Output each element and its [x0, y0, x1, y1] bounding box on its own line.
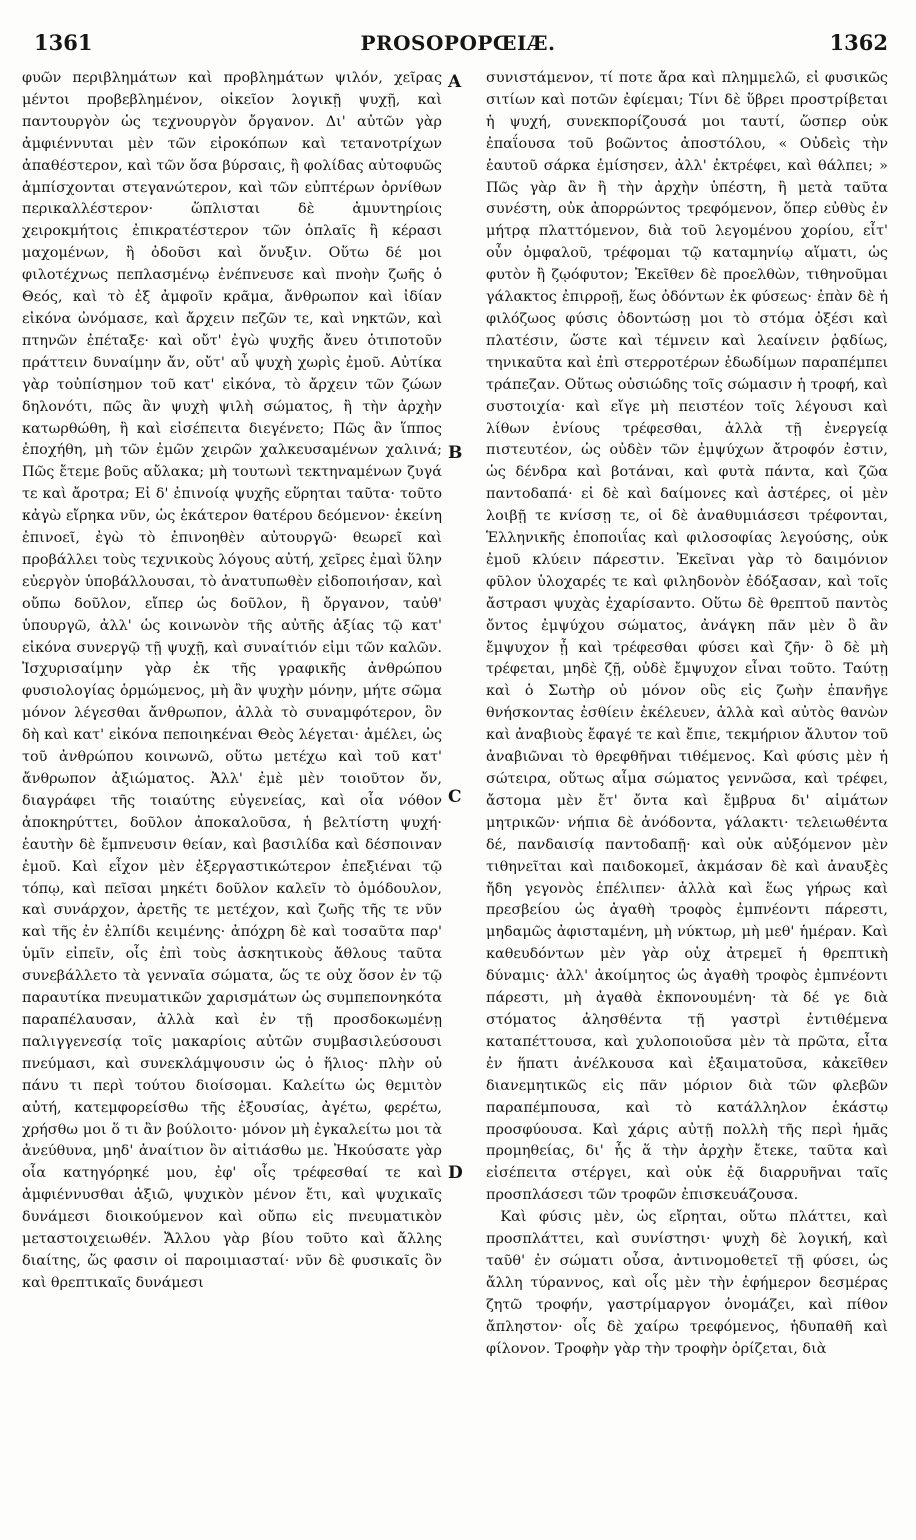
running-title: PROSOPOPŒIÆ. — [360, 31, 556, 55]
left-page-number: 1361 — [34, 30, 93, 55]
margin-marker-c: C — [448, 787, 462, 807]
right-page-number: 1362 — [829, 30, 888, 55]
margin-marker-b: B — [448, 443, 463, 463]
left-text-column: φυῶν περιβλημάτων καὶ προβλημάτων ψιλόν, χεῖρας μέντοι προβεβλημένον, οἰκεῖον λογικῇ ψυχῇ, καὶ παντουργὸν ὡς τεχνουργὸν ὄργανον. Δι' αὐτῶν γὰρ ἀμφιέννυται μὲν τῶν εἰροκόπων καὶ τετανοτρίχων ἀπαθέστερον, καὶ τῶν ὅσα βύρσαις, ἢ φολίδας αὐτοφυῶς ἀμπίσχονται στεγανώτερον, καὶ τῶν εὐπτέρων ὀρνίθων περικαλλέστερον· ὥπλισται δὲ ἀμυντηρίοις χειροκμήτοις ἐπικρατέστερον τῶν ὁπλαῖς ἢ κέρασι μαχομένων, ἢ ὀδοῦσι καὶ ὄνυξιν. Οὕτω δέ μοι φιλοτέχνως πεπλασμένῳ ἐνέπνευσε καὶ πνοὴν ζωῆς ὁ Θεός, καὶ τὸ ἐξ ἀμφοῖν κρᾶμα, ἄνθρωπον καὶ ἰδίαν εἰκόνα ὠνόμασε, καὶ ἄρχειν πεζῶν τε, καὶ νηκτῶν, καὶ πτηνῶν ἐπέταξε· καὶ οὔτ' ἐγὼ ψυχῆς ἄνευ ὁτιποτοῦν πράττειν δυναίμην ἄν, οὔτ' αὖ ψυχὴ χωρὶς ἐμοῦ. Αὐτίκα γὰρ τοὐπίσημον τοῦ κατ' εἰκόνα, τὸ ἄρχειν τῶν ζώων δηλονότι, πῶς ἂν ψυχὴ ψιλὴ σώματος, ἢ τὴν ἀρχὴν κατωρθώθη, ἢ καὶ εἰσέπειτα διεγένετο; Πῶς ἂν ἵππος ἐποχήθη, μὴ τῶν ἐμῶν χειρῶν χαλκευσαμένων χαλινά; Πῶς ἔτεμε βοῦς αὔλακα; μὴ τουτωνὶ τεκτηναμένων ζυγά τε καὶ ἄροτρα; Εἰ δ' ἐπινοίᾳ ψυχῆς εὕρηται ταῦτα· τοῦτο κἀγὼ εἴρηκα νῦν, ὡς ἑκάτερον θατέρου δεόμενον· ἐκείνη ἐπινοεῖ, ἐγὼ τὸ ἐπινοηθὲν αὐτουργῶ· θεωρεῖ καὶ προβάλλει τοὺς τεχνικοὺς λόγους αὐτή, χεῖρες ἐμαὶ ὕλην εὐεργὸν ὑποβάλλουσαι, τὸ ἀνατυπωθὲν εἰδοποιήσαν, καὶ οὔπω δοῦλον, εἴπερ ὡς δοῦλον, ἢ ὄργανον, ταὐθ' ὑπουργῶ, ἀλλ' ὡς κοινωνὸν τῆς αὐτῆς ἀξίας τῷ κατ' εἰκόνα συνεργῷ τῇ ψυχῇ, καὶ συναίτιόν εἰμι τῶν καλῶν. Ἰσχυρισαίμην γὰρ ἐκ τῆς γραφικῆς ἀνθρώπου φυσιολογίας ὁρμώμενος, μὴ ἂν ψυχὴν μόνην, μήτε σῶμα μόνον λέγεσθαι ἄνθρωπον, ἀλλὰ τὸ συναμφότερον, ὃν δὴ καὶ κατ' εἰκόνα πεποιηκέναι Θεὸς λέγεται· ἀμέλει, ὡς τοῦ ἀνθρώπου κοινωνῶ, οὕτω μετέχω καὶ τοῦ κατ' ἄνθρωπον ἀξιώματος. Ἀλλ' ἐμὲ μὲν τοιοῦτον ὄν, διαγράφει τῆς τοιαύτης εὐγενείας, καὶ οἷα νόθον ἀποκηρύττει, δοῦλον ἀποκαλοῦσα, ἡ βελτίστη ψυχή· ἑαυτὴν δὲ ἔμπνευσιν θείαν, καὶ βασιλίδα καὶ δέσποιναν ἐμοῦ. Καὶ εἶχον μὲν ἐξεργαστικώτερον ἐπεξιέναι τῷ τόπῳ, καὶ πεῖσαι μηκέτι δοῦλον καλεῖν τὸ ὁμόδουλον, καὶ συνάρχον, ἀρετῆς τε μετέχον, καὶ ζωῆς τῆς τε νῦν καὶ τῆς ἐν ἐλπίδι κειμένης· ἀπόχρη δὲ καὶ τοσαῦτα παρ' ὑμῖν εἰπεῖν, οἷς ἐπὶ τοὺς ἀσκητικοὺς ἄθλους ταῦτα συνεβάλλετο τὰ γενναῖα σώματα, ὥς τε οὐχ ὅσον ἐν τῷ παραυτίκα πνευματικῶν χαρισμάτων ὡς συμπεπονηκότα παραπέλαυσαν, ἀλλὰ καὶ ἐν τῇ προσδοκωμένῃ παλιγγενεσίᾳ τοῖς μακαρίοις αὐτῶν συμβασιλεύσουσι πνεύμασι, καὶ συνεκλάμψουσιν ὡς ὁ ἥλιος· πλὴν οὐ πάνυ τι περὶ τούτου διοίσομαι. Καλείτω ὡς θεμιτὸν αὐτή, κατεμφορείσθω τῆς ἐξουσίας, ἀγέτω, φερέτω, χρήσθω μοι ὅ τι ἂν βούλοιτο· μόνον μὴ ἐγκαλείτω μοι τὰ ἀνεύθυνα, μηδ' ἀναίτιον ὂν αἰτιάσθω με. Ἠκούσατε γὰρ οἷα κατηγόρηκέ μου, ἐφ' οἷς τρέφεσθαί τε καὶ ἀμφιέννυσθαι ἀξιῶ, ψυχικὸν μένον ἔτι, καὶ ψυχικαῖς δυνάμεσι διοικούμενον καὶ οὔπω εἰς πνευματικὸν μεταστοιχειωθέν. Ἄλλου γὰρ βίου τοῦτο καὶ ἄλλης διαίτης, ὥς φασιν οἱ παροιμιασταί· νῦν δὲ φυσικαῖς ὂν καὶ θρεπτικαῖς δυνάμεσι — [22, 70, 442, 1291]
right-text-column: συνιστάμενον, τί ποτε ἄρα καὶ πλημμελῶ, εἰ φυσικῶς σιτίων καὶ ποτῶν ἐφίεμαι; Τίνι δὲ ὕβρει προστρίβεται ἡ ψυχή, συνεκπορίζουσά μοι ταυτί, ὥσπερ οὐκ ἐπαΐουσα τοῦ βοῶντος ἀποστόλου, « Οὐδεὶς τὴν ἑαυτοῦ σάρκα ἐμίσησεν, ἀλλ' ἐκτρέφει, καὶ θάλπει; » Πῶς γὰρ ἂν ἢ τὴν ἀρχὴν ὑπέστη, ἢ μετὰ ταῦτα συνέστη, οὐκ ἀπορρώντος τρεφόμενον, ὅπερ εὐθὺς ἐν μήτρᾳ πλαττόμενον, διὰ τοῦ λεγομένου χορίου, εἶτ' οὖν ὀμφαλοῦ, τρέφομαι τῷ καταμηνίῳ αἵματι, ὡς φυτὸν ἢ ζῳόφυτον; Ἐκεῖθεν δὲ προελθὼν, τιθηνοῦμαι γάλακτος ἐπιρροῇ, ἕως ὀδόντων ἐκ φύσεως· ἐπὰν δὲ ἡ φιλόζωος φύσις ὀδοντώσῃ μοι τὸ στόμα ὀξέσι καὶ πλατέσιν, ὥστε καὶ τέμνειν καὶ λεαίνειν ῥᾳδίως, τηνικαῦτα καὶ ἐπὶ στερροτέρων ἐδωδίμων παραπέμπει τράπεζαν. Οὕτως οὐσιώδης τοῖς σώμασιν ἡ τροφή, καὶ συστοιχία· καὶ εἴγε μὴ πειστέον τοῖς λέγουσι καὶ λίθων ἐνίους τρέφεσθαι, ἀλλὰ τῇ ἐνεργείᾳ πιστευτέον, ὡς οὐδὲν τῶν ἐμψύχων ἄτροφόν ἐστιν, ὡς δένδρα καὶ βοτάναι, καὶ φυτὰ πάντα, καὶ ζῶα παντοδαπά· εἰ δὲ καὶ δαίμονες καὶ ἀστέρες, οἱ μὲν λοιβῇ τε κνίσσῃ τε, οἱ δὲ ἀναθυμιάσεσι τρέφονται, Ἑλληνικῆς ἐποποιΐας καὶ φιλοσοφίας λεγούσης, οὐκ ἐμοῦ κλύειν πάρεστιν. Ἐκεῖναι γὰρ τὸ δαιμόνιον φῦλον ὑλοχαρές τε καὶ φιληδονὸν ἐδόξασαν, καὶ τοῖς ἄστρασι ψυχὰς ἐχαρίσαντο. Οὕτω δὲ θρεπτοῦ παντὸς ὄντος ἐμψύχου σώματος, ἀνάγκη πᾶν μὲν ὃ ἂν ἔμψυχον ᾖ καὶ τρέφεσθαι φύσει καὶ ζῆν· ὃ δὲ μὴ τρέφεται, μηδὲ ζῇ, οὐδὲ ἔμψυχον εἶναι τοῦτο. Ταύτῃ καὶ ὁ Σωτὴρ οὐ μόνον οὓς εἰς ζωὴν ἐπανῆγε θνήσκοντας ἐσθίειν ἐκέλευεν, ἀλλὰ καὶ αὐτὸς θανὼν καὶ ἀναβιοὺς ἔφαγέ τε καὶ ἔπιε, τεκμήριον ἄλυτον τοῦ ἀναβιῶναι τὸ θρεφθῆναι τιθέμενος. Καὶ φύσις μὲν ἡ σώτειρα, οὕτως αἷμα σώματος γεννῶσα, καὶ τρέφει, ἄστομα μὲν ἔτ' ὄντα καὶ ἔμβρυα δι' αἱμάτων μητρικῶν· νήπια δὲ ἀνόδοντα, γάλακτι· τελειωθέντα δέ, πανδαισίᾳ παντοδαπῇ· καὶ οὐκ αὐξόμενον μὲν τιθηνεῖται καὶ παιδοκομεῖ, ἀκμάσαν δὲ καὶ ἀναυξὲς ἤδη γεγονὸς ἐπέλιπεν· ἀλλὰ καὶ ἕως γήρως καὶ πρεσβείου ὡς ἀγαθὴ τροφὸς ἐμπνέοντι πάρεστι, μηδαμῶς ἀφισταμένη, μὴ νύκτωρ, μὴ μεθ' ἡμέραν. Καὶ καθευδόντων μὲν γὰρ οὐχ ἀτρεμεῖ ἡ θρεπτικὴ δύναμις· ἀλλ' ἀκοίμητος ὡς ἀγαθὴ τροφὸς ἐμπνέοντι πάρεστι, μὴ ἀγαθὰ ἐκπονουμένη· τὰ δέ γε διὰ στόματος ἀλησθέντα τῇ γαστρὶ ἐντιθέμενα καταπέττουσα, καὶ χυλοποιοῦσα μὲν τὰ πρῶτα, εἶτα ἐν ἥπατι ἀνέλκουσα καὶ ἐξαιματοῦσα, κἀκεῖθεν διανεμητικῶς εἰς πᾶν μόριον διὰ τῶν φλεβῶν παραπέμπουσα, καὶ τὸ κατάλληλον ἑκάστῳ προσφύουσα. Καὶ χάρις αὐτῇ πολλὴ τῆς περὶ ἡμᾶς προμηθείας, δι' ἧς ἅ τὴν ἀρχὴν ἔτεκε, ταῦτα καὶ εἰσέπειτα στέργει, καὶ οὐκ ἐᾷ διαρρυῆναι ταῖς προσπλάσεσι τῶν τροφῶν ἐπισκευάζουσα. Καὶ φύσις μὲν, ὡς εἴρηται, οὕτω πλάττει, καὶ προσπλάττει, καὶ συνίστησι· ψυχὴ δὲ λογική, καὶ ταῦθ' ἐν σώματι οὖσα, ἀντινομοθετεῖ τῇ φύσει, ὡς ἄλλη τύραννος, καὶ οἷς μὲν τὴν ἐφήμερον δεσμέρας ζητῶ τροφήν, γαστρίμαργον ὀνομάζει, καὶ πίθον ἄπληστον· οἷς δὲ χαίρω τρεφόμενος, ἡδυπαθῆ καὶ φίλονον. Τροφὴν γὰρ τὴν τροφὴν ὁρίζεται, διὰ — [486, 70, 888, 1357]
margin-marker-a: A — [448, 72, 462, 92]
margin-marker-d: D — [448, 1163, 463, 1183]
